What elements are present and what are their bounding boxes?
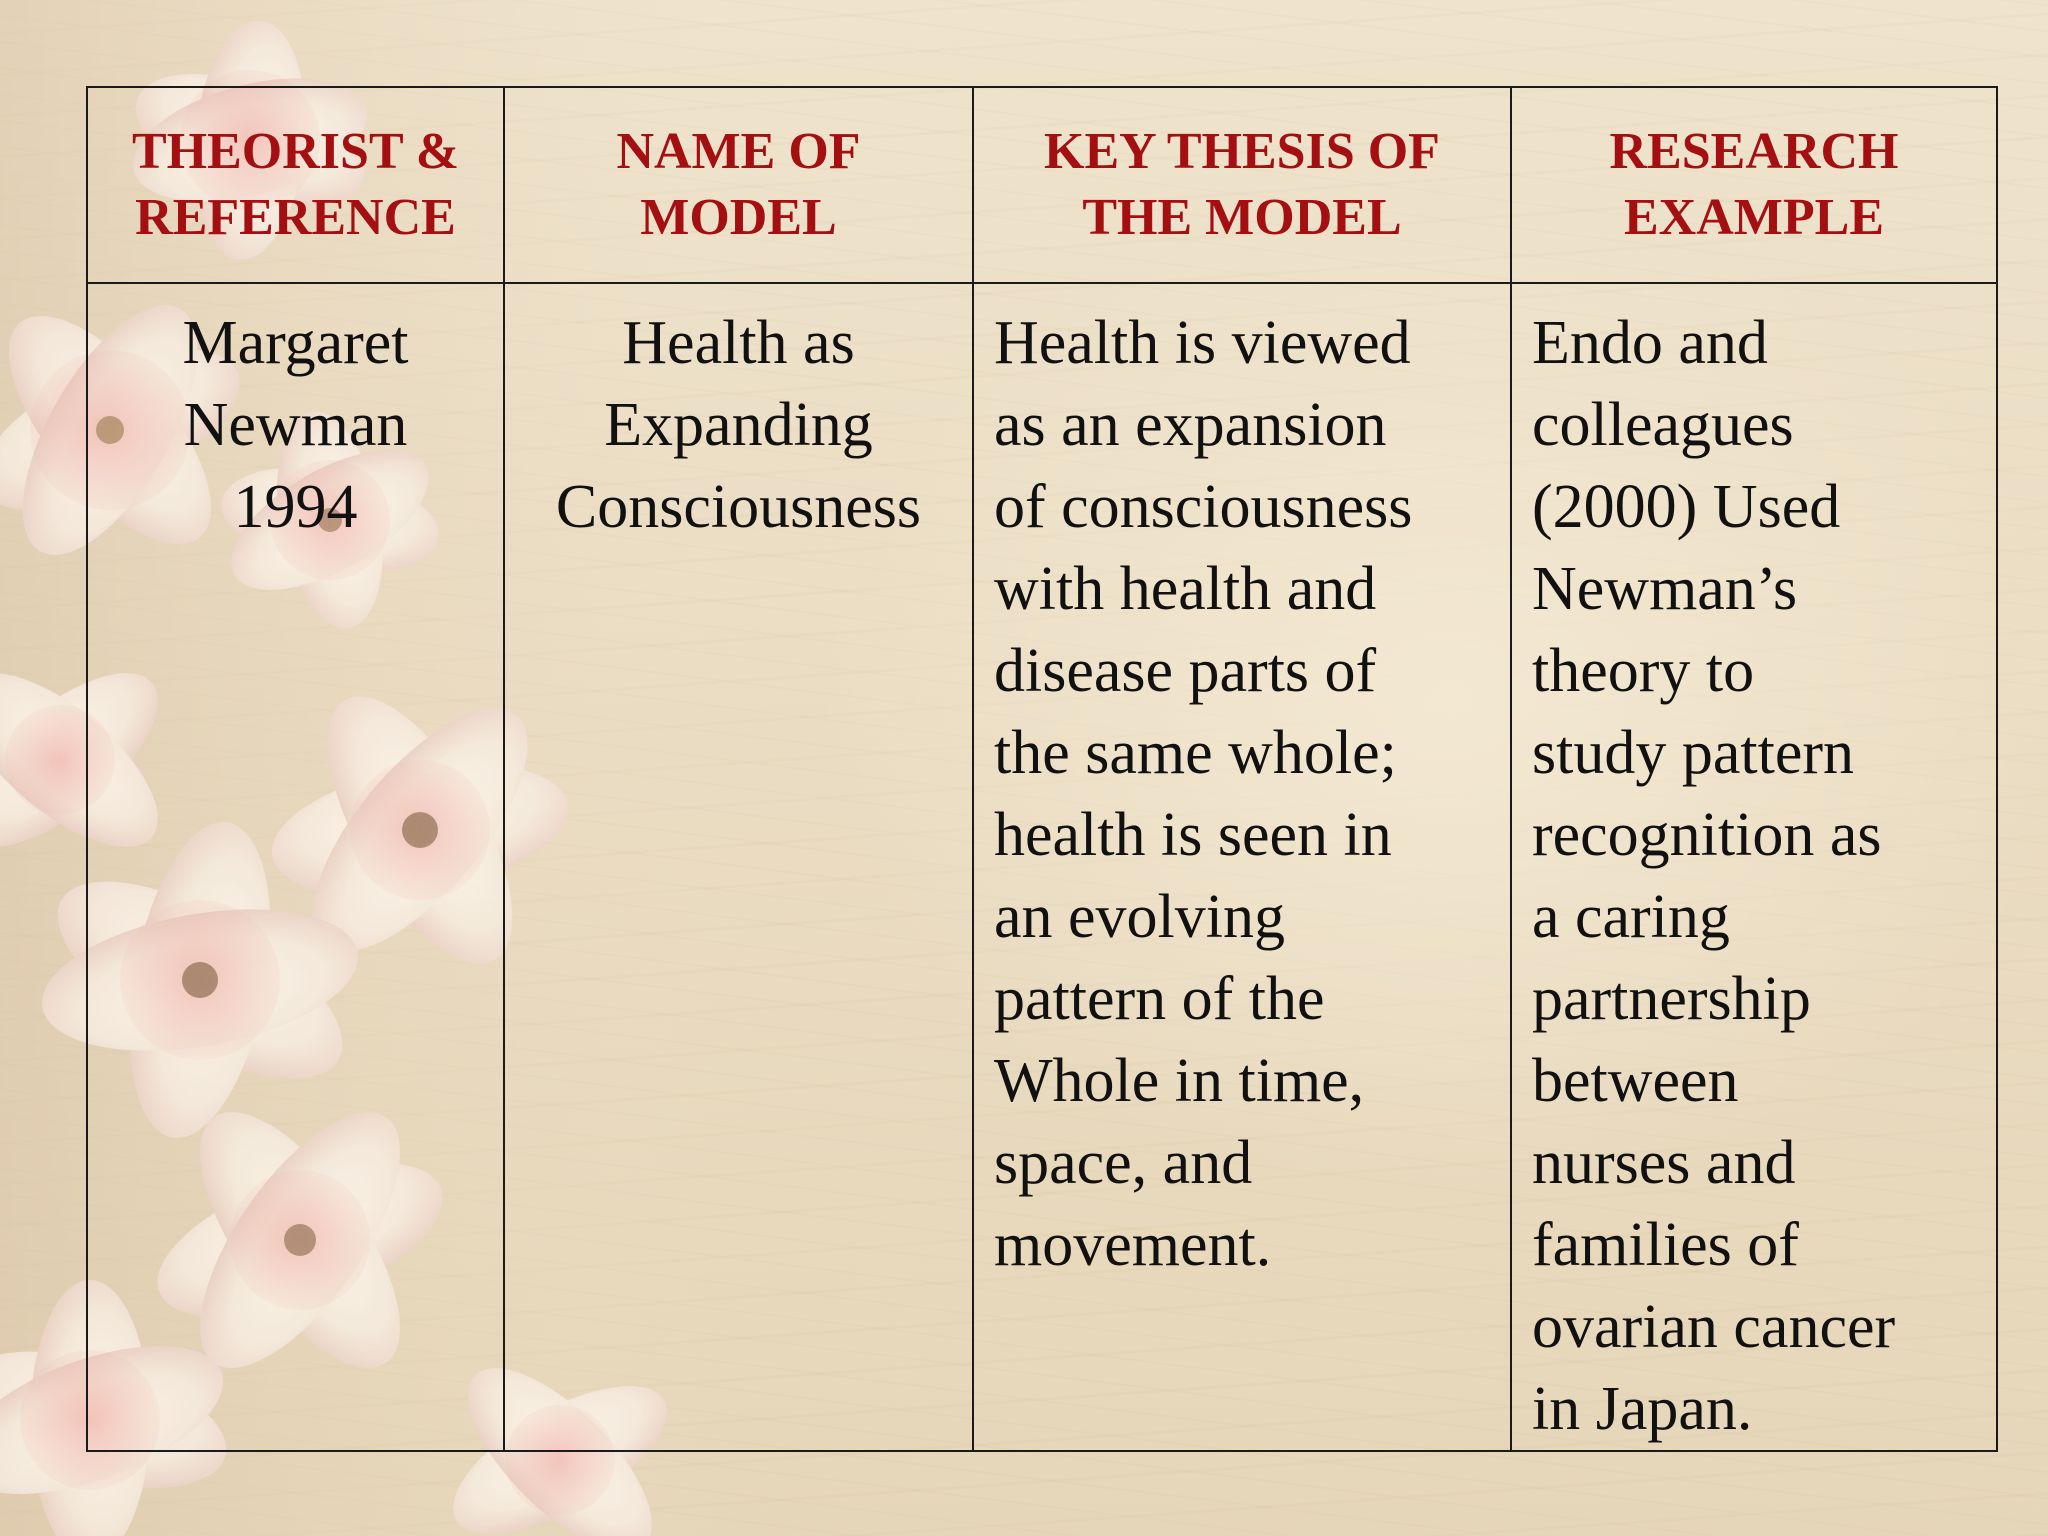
table-row xyxy=(87,283,1997,1451)
table-header-row xyxy=(87,87,1997,283)
cell-name-of-model: Health as Expanding Consciousness xyxy=(504,283,973,1451)
cell-key-thesis: Health is viewed as an expansion of consciousness with health and disease parts of the same whole; health is seen in an evolving pattern of the Whole in time, space, and movement. xyxy=(973,283,1511,1451)
header-name-of-model: NAME OF MODEL xyxy=(504,87,973,283)
cell-theorist-reference: Margaret Newman 1994 xyxy=(87,283,504,1451)
header-research-example: RESEARCH EXAMPLE xyxy=(1511,87,1997,283)
header-theorist-reference: THEORIST & REFERENCE xyxy=(87,87,504,283)
header-key-thesis: KEY THESIS OF THE MODEL xyxy=(973,87,1511,283)
cell-research-example: Endo and colleagues (2000) Used Newman’s theory to study pattern recognition as a caring partnership between nurses and families of ovarian cancer in Japan. xyxy=(1511,283,1997,1451)
theory-model-table xyxy=(86,86,1998,1452)
